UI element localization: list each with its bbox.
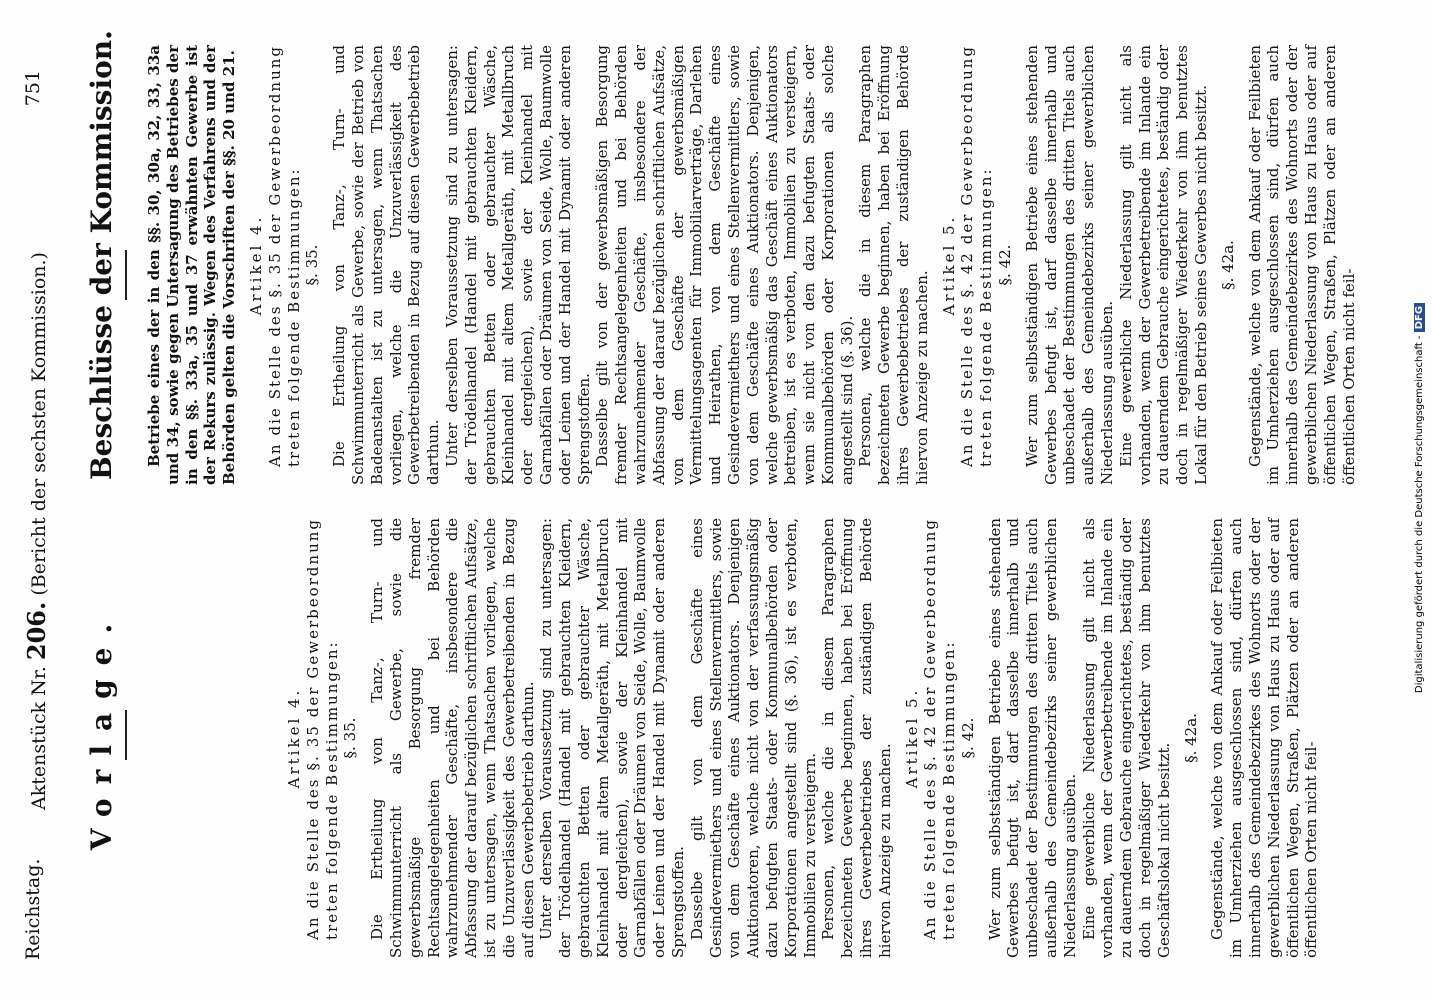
- left-column-paragraph: Artikel 4.: [285, 687, 303, 789]
- left-column-paragraph: An die Stelle des §. 35 der Gewerbeordnung treten folgende Bestimmungen:: [303, 518, 341, 940]
- left-column-paragraph: Personen, welche die in diesem Paragraphen bezeichneten Gewerbe beginnen, haben bei Eröffnung ihres Gewerbebetriebes der zuständigen Behörde hiervon Anzeige zu machen.: [819, 518, 894, 958]
- left-column-paragraph: §. 35.: [341, 717, 360, 759]
- left-column-paragraph: Dasselbe gilt von dem Geschäfte eines Gesindevermiethers und eines Stellenvermittlers, sowie von dem Geschäfte eines Auktionators. Denjenigen Auktionatoren, welche nicht von der verfassungsmäßig dazu befugten Staats- oder Kommunalbehörden oder Korporationen angestellt sind (§. 36), ist es verboten, Immobilien zu versteigern.: [687, 518, 819, 958]
- right-column-paragraph: Die Ertheilung von Tanz-, Turn- und Schwimmunterricht als Gewerbe, sowie der Betrieb von Badeanstalten ist zu untersagen, wenn Thatsachen vorliegen, welche die Unzuverlässigkeit des Gewerbetreibenden in Bezug auf diesen Gewerbebetrieb darthun.: [330, 45, 443, 485]
- right-column-paragraph: Personen, welche die in diesem Paragraphen bezeichneten Gewerbe beginnen, haben bei Eröffnung ihres Gewerbebetriebes der zuständigen Behörde hiervon Anzeige zu machen.: [856, 45, 931, 485]
- left-column-title: Vorlage.: [85, 609, 118, 851]
- right-column-paragraph: Gegenstände, welche von dem Ankauf oder Feilbieten im Umherziehen ausgeschlossen sind, dürfen auch innerhalb des Gemeindebezirkes des Wohnorts oder der gewerblichen Niederlassung von Haus zu Haus oder auf öffentlichen Wegen, Straßen, Plätzen oder an anderen öffentlichen Orten nicht feil-: [1245, 45, 1358, 485]
- right-column-paragraph: §. 35.: [303, 244, 322, 286]
- left-column-paragraph: Gegenstände, welche von dem Ankauf oder Feilbieten im Umherziehen ausgeschlossen sind, dürfen auch innerhalb des Gemeindebezirkes des Wohnorts oder der gewerblichen Niederlassung von Haus zu Haus oder auf öffentlichen Wegen, Straßen, Plätzen oder an anderen öffentlichen Orten nicht feil-: [1208, 518, 1321, 958]
- header-doc-number: 206.: [22, 601, 51, 661]
- right-column-paragraph: Eine gewerbliche Niederlassung gilt nicht als vorhanden, wenn der Gewerbetreibende im Inlande ein zu dauerndem Gebrauche eingerichtetes, beständig oder doch in regelmäßiger Wiederkehr von ihm benutztes Lokal für den Betrieb seines Gewerbes nicht besitzt.: [1116, 45, 1211, 485]
- right-column-paragraph: Artikel 4.: [246, 214, 265, 316]
- left-title-rule: [125, 710, 127, 760]
- header-doc-paren: (Bericht der sechsten Kommission.): [28, 252, 50, 596]
- left-column-paragraph: Artikel 5.: [902, 687, 921, 789]
- right-column-paragraph: Dasselbe gilt von der gewerbsmäßigen Besorgung fremder Rechtsangelegenheiten und bei Behörden wahrzunehmender Geschäfte, insbesondere der Abfassung der darauf bezüglichen schriftlichen Aufsätze, von dem Geschäfte der gewerbsmäßigen Vermittelungsagenten für Immobiliarverträge, Darlehen und Heirathen, von dem Geschäfte eines Gesindevermiethers und eines Stellenvermittlers, sowie von dem Geschäfte eines Auktionators. Denjenigen, welche gewerbsmäßig das Geschäft eines Auktionators betreiben, ist es verboten, Immobilien zu versteigern, wenn sie nicht von den dazu befugten Staats- oder Kommunalbehörden oder Korporationen als solche angestellt sind (§. 36).: [593, 45, 856, 485]
- right-column-paragraph: An die Stelle des §. 42 der Gewerbeordnung treten folgende Bestimmungen:: [958, 45, 996, 467]
- right-column-paragraph: Wer zum selbstständigen Betriebe eines stehenden Gewerbes befugt ist, darf dasselbe innerhalb und unbeschadet der Bestimmungen des dritten Titels auch außerhalb des Gemeindebezirks seiner gewerblichen Niederlassung ausüben.: [1022, 45, 1117, 485]
- left-column-paragraph: §. 42.: [958, 717, 977, 759]
- right-column-body: [145, 45, 1358, 485]
- right-column-paragraph: §. 42.: [996, 244, 1015, 286]
- left-column-paragraph: §. 42a.: [1181, 713, 1200, 763]
- digitization-credit: [1412, 0, 1432, 1000]
- page-number: 751: [22, 70, 44, 107]
- left-column-paragraph: Die Ertheilung von Tanz-, Turn- und Schwimmunterricht als Gewerbe, sowie die gewerbsmäßige Besorgung fremder Rechtsangelegenheiten und bei Behörden wahrzunehmender Geschäfte, insbesondere die Abfassung der darauf bezüglichen schriftlichen Aufsätze, ist zu untersagen, wenn Thatsachen vorliegen, welche die Unzuverlässigkeit des Gewerbetreibenden in Bezug auf diesen Gewerbebetrieb darthun.: [368, 518, 537, 958]
- left-column-body: [285, 518, 1321, 958]
- right-column-paragraph: Unter derselben Voraussetzung sind zu untersagen: der Trödelhandel (Handel mit gebrauchten Kleidern, gebrauchten Betten oder gebrauchter Wäsche, Kleinhandel mit altem Metallgeräth, mit Metallbruch oder dergleichen), sowie der Kleinhandel mit Garnabfällen oder Dräumen von Seide, Wolle, Baumwolle oder Leinen und der Handel mit Dynamit oder anderen Sprengstoffen.: [442, 45, 593, 485]
- left-column-paragraph: Eine gewerbliche Niederlassung gilt nicht als vorhanden, wenn der Gewerbetreibende im Inlande ein zu dauerndem Gebrauche eingerichtetes, beständig oder doch in regelmäßiger Wiederkehr von ihm benutztes Geschäftslokal nicht besitzt.: [1079, 518, 1173, 958]
- right-column-title: Beschlüsse der Kommission.: [85, 30, 118, 480]
- right-column-paragraph: Betriebe eines der in den §§. 30, 30a, 32, 33, 33a und 34, sowie gegen Untersagung des Betriebes der in den §§. 33a, 35 und 37 erwähnten Gewerbe ist der Rekurs zulässig. Wegen des Verfahrens und der Behörden gelten die Vorschriften der §§. 20 und 21.: [145, 45, 239, 485]
- right-column-paragraph: An die Stelle des §. 35 der Gewerbeordnung treten folgende Bestimmungen:: [265, 45, 303, 467]
- header-doc-prefix: Aktenstück Nr.: [28, 666, 50, 810]
- left-column-paragraph: Wer zum selbstständigen Betriebe eines stehenden Gewerbes befugt ist, darf dasselbe innerhalb und unbeschadet der Bestimmungen des dritten Titels auch außerhalb des Gemeindebezirks seiner gewerblichen Niederlassung ausüben.: [985, 518, 1079, 958]
- left-column-paragraph: Unter derselben Voraussetzung sind zu untersagen: der Trödelhandel (Handel mit gebrauchten Kleidern, gebrauchten Betten oder gebrauchter Wäsche, Kleinhandel mit altem Metallgeräth, mit Metallbruch oder dergleichen), sowie der Kleinhandel mit Garnabfällen oder Dräumen von Seide, Wolle, Baumwolle oder Leinen und der Handel mit Dynamit oder anderen Sprengstoffen.: [537, 518, 687, 958]
- right-title-rule: [125, 250, 127, 300]
- credit-text: Digitalisierung gefördert durch die Deutsche Forschungsgemeinschaft -: [1414, 335, 1425, 694]
- right-column-paragraph: Artikel 5.: [939, 214, 958, 316]
- dfg-logo: DFG: [1414, 303, 1425, 332]
- left-column-paragraph: An die Stelle des §. 42 der Gewerbeordnung treten folgende Bestimmungen:: [921, 518, 959, 940]
- right-column-paragraph: §. 42a.: [1218, 240, 1237, 290]
- header-left: Reichstag.: [22, 858, 44, 960]
